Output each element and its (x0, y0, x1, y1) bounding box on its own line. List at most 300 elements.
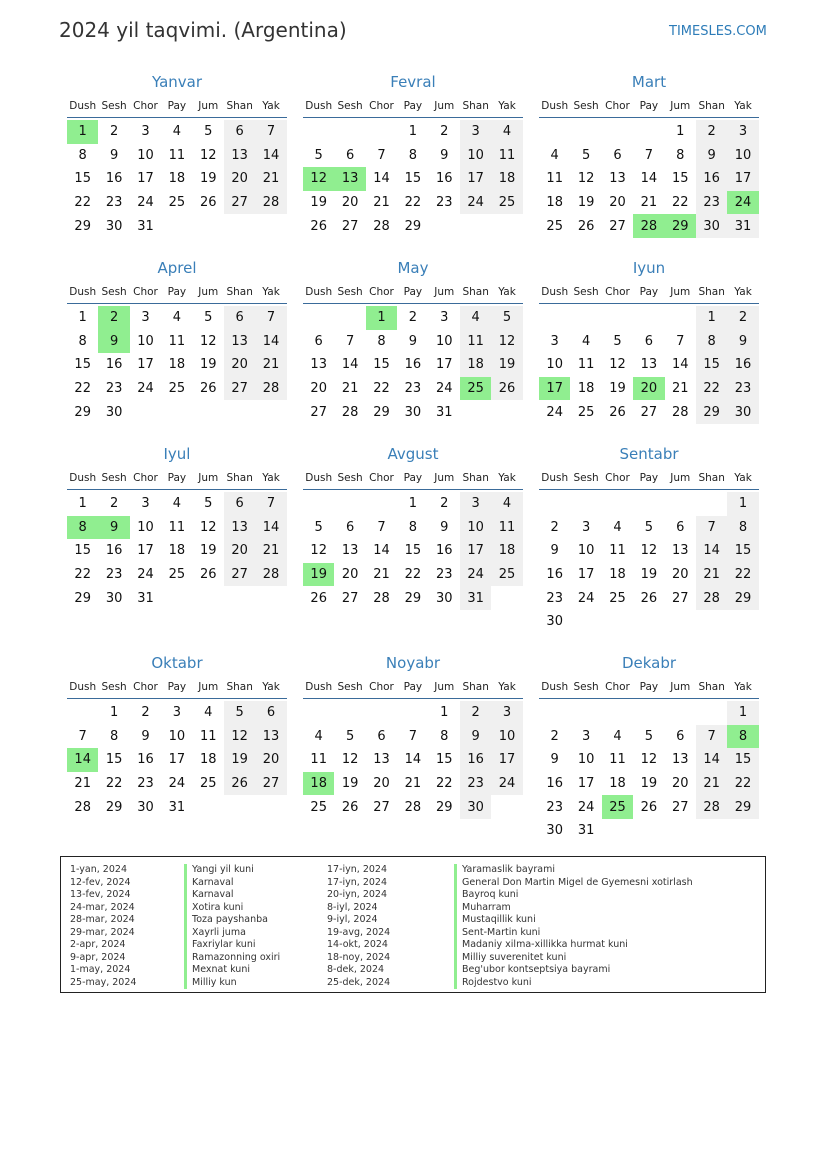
day-cell: 8 (109, 728, 119, 744)
day-cell: 28 (404, 799, 422, 815)
day-cell: 17 (137, 171, 154, 187)
day-cell: 20 (671, 776, 689, 792)
day-cell: 4 (491, 120, 522, 144)
day-cell: 24 (137, 381, 154, 397)
day-cell: 25 (609, 590, 626, 606)
day-cell: 25 (577, 404, 595, 420)
weekday-label: Jum (198, 100, 219, 112)
day-cell: 1 (696, 306, 727, 330)
legend-date: 2-apr, 2024 (70, 939, 126, 950)
legend-holiday-name: Muharram (454, 902, 693, 915)
day-cell: 21 (255, 539, 286, 563)
day-cell: 5 (314, 519, 323, 535)
holiday-cell: 1 (67, 120, 98, 144)
weekday-label: Shan (698, 286, 725, 298)
weekday-label: Sesh (573, 681, 599, 693)
day-cell: 27 (255, 772, 286, 796)
holiday-legend (60, 856, 766, 993)
month-title: Noyabr (385, 654, 441, 672)
day-cell: 14 (696, 539, 727, 563)
day-cell: 7 (255, 120, 286, 144)
month-yanvar (67, 72, 287, 238)
day-cell: 7 (644, 147, 653, 163)
weekday-label: Jum (670, 100, 691, 112)
month-fevral (303, 72, 523, 238)
day-cell: 12 (199, 147, 217, 163)
holiday-cell: 14 (67, 748, 98, 772)
day-cell: 15 (671, 171, 689, 187)
weekday-label: Yak (262, 100, 280, 112)
day-cell: 7 (696, 516, 727, 540)
day-cell: 17 (491, 748, 522, 772)
day-cell: 29 (373, 404, 390, 420)
weekday-header (67, 95, 287, 118)
legend-date: 25-dek, 2024 (327, 976, 391, 988)
day-cell: 14 (255, 330, 286, 354)
weekday-label: Shan (698, 472, 725, 484)
holiday-cell: 9 (98, 516, 129, 540)
day-cell: 1 (408, 496, 417, 512)
day-grid (539, 492, 759, 634)
day-cell: 19 (609, 381, 626, 397)
day-cell: 22 (373, 381, 390, 397)
site-link[interactable]: TIMESLES.COM (669, 24, 767, 39)
day-cell: 25 (310, 799, 327, 815)
day-cell: 17 (577, 776, 595, 792)
legend-holiday-name: Bayroq kuni (454, 889, 693, 902)
day-cell: 30 (137, 799, 154, 815)
day-cell: 14 (255, 144, 286, 168)
day-cell: 3 (491, 701, 522, 725)
day-cell: 27 (640, 404, 658, 420)
day-cell: 30 (105, 590, 123, 606)
day-cell: 21 (640, 195, 658, 211)
day-cell: 7 (78, 728, 87, 744)
day-cell: 17 (168, 752, 186, 768)
day-cell: 26 (224, 772, 255, 796)
weekday-label: Pay (639, 286, 659, 298)
empty-cell (334, 120, 365, 144)
day-cell: 29 (696, 400, 727, 424)
empty-cell (602, 492, 633, 516)
day-cell: 19 (341, 776, 359, 792)
day-cell: 10 (546, 357, 563, 373)
month-avgust (303, 444, 523, 610)
day-cell: 23 (137, 776, 154, 792)
day-cell: 15 (404, 543, 422, 559)
weekday-label: Pay (167, 681, 187, 693)
day-cell: 23 (546, 590, 563, 606)
day-cell: 18 (491, 539, 522, 563)
day-grid (303, 492, 523, 610)
holiday-cell: 18 (303, 772, 334, 796)
weekday-label: Dush (69, 100, 97, 112)
day-cell: 9 (550, 752, 559, 768)
weekday-label: Pay (403, 286, 423, 298)
legend-date: 9-iyl, 2024 (327, 914, 378, 925)
legend-holiday-name: Sent-Martin kuni (454, 927, 693, 940)
day-cell: 20 (310, 381, 327, 397)
day-cell: 27 (224, 563, 255, 587)
month-title: Sentabr (619, 445, 679, 463)
weekday-label: Yak (262, 681, 280, 693)
legend-dates-left (70, 864, 136, 989)
day-cell: 2 (440, 124, 449, 140)
day-cell: 28 (74, 799, 91, 815)
day-cell: 1 (109, 705, 119, 721)
holiday-cell: 25 (602, 795, 633, 819)
day-cell: 11 (199, 728, 217, 744)
weekday-label: Shan (462, 286, 489, 298)
empty-cell (696, 701, 727, 725)
day-cell: 2 (550, 519, 559, 535)
weekday-label: Sesh (101, 286, 127, 298)
day-cell: 14 (255, 516, 286, 540)
weekday-label: Pay (403, 100, 423, 112)
weekday-label: Yak (734, 286, 752, 298)
day-cell: 3 (141, 496, 150, 512)
weekday-label: Chor (133, 100, 158, 112)
day-cell: 21 (696, 772, 727, 796)
day-cell: 27 (341, 218, 359, 234)
day-cell: 9 (141, 728, 150, 744)
day-cell: 22 (74, 195, 91, 211)
weekday-label: Dush (541, 286, 569, 298)
day-cell: 16 (546, 567, 563, 583)
day-cell: 29 (404, 218, 422, 234)
day-cell: 26 (577, 218, 595, 234)
day-cell: 31 (577, 823, 595, 839)
day-cell: 10 (168, 728, 186, 744)
day-cell: 12 (199, 519, 217, 535)
month-dekabr (539, 653, 759, 843)
day-cell: 4 (172, 496, 181, 512)
day-grid (67, 120, 287, 238)
day-cell: 26 (310, 590, 327, 606)
day-cell: 20 (224, 353, 255, 377)
day-cell: 30 (546, 823, 563, 839)
day-cell: 27 (224, 377, 255, 401)
day-cell: 31 (137, 218, 154, 234)
day-cell: 31 (435, 404, 453, 420)
day-cell: 26 (199, 381, 217, 397)
empty-cell (334, 492, 365, 516)
day-cell: 25 (546, 218, 563, 234)
weekday-label: Yak (262, 286, 280, 298)
weekday-label: Sesh (101, 100, 127, 112)
day-cell: 30 (105, 218, 123, 234)
empty-cell (633, 306, 664, 330)
day-cell: 8 (377, 333, 386, 349)
day-cell: 23 (727, 377, 758, 401)
day-cell: 22 (696, 377, 727, 401)
day-cell: 21 (373, 195, 390, 211)
day-cell: 1 (440, 705, 449, 721)
day-cell: 7 (696, 725, 727, 749)
month-title: Aprel (157, 259, 197, 277)
day-cell: 23 (105, 195, 123, 211)
day-cell: 7 (408, 728, 417, 744)
day-cell: 10 (491, 725, 522, 749)
weekday-header (67, 467, 287, 490)
day-cell: 1 (727, 492, 758, 516)
day-cell: 11 (168, 519, 186, 535)
legend-holiday-name: Karnaval (184, 889, 280, 902)
weekday-label: Jum (434, 472, 455, 484)
day-cell: 10 (460, 144, 491, 168)
weekday-label: Yak (498, 100, 516, 112)
weekday-label: Pay (403, 472, 423, 484)
weekday-label: Sesh (101, 681, 127, 693)
day-cell: 18 (546, 195, 563, 211)
legend-date: 19-avg, 2024 (327, 926, 391, 938)
day-cell: 23 (460, 772, 491, 796)
day-cell: 3 (141, 310, 150, 326)
day-cell: 19 (199, 543, 217, 559)
weekday-header (303, 467, 523, 490)
legend-holiday-name: Milliy kun (184, 977, 280, 990)
day-cell: 28 (373, 590, 390, 606)
day-cell: 14 (341, 357, 359, 373)
weekday-header (303, 95, 523, 118)
weekday-header (539, 281, 759, 304)
holiday-cell: 20 (633, 377, 664, 401)
day-cell: 22 (105, 776, 123, 792)
day-cell: 16 (105, 543, 123, 559)
day-cell: 5 (345, 728, 355, 744)
weekday-label: Jum (198, 472, 219, 484)
weekday-label: Yak (262, 472, 280, 484)
day-cell: 12 (341, 752, 359, 768)
empty-cell (633, 120, 664, 144)
day-cell: 30 (727, 400, 758, 424)
month-may (303, 258, 523, 424)
day-cell: 10 (577, 752, 595, 768)
day-cell: 27 (671, 799, 689, 815)
day-cell: 21 (671, 381, 689, 397)
day-cell: 25 (491, 563, 522, 587)
weekday-label: Yak (498, 472, 516, 484)
day-grid (303, 120, 523, 238)
day-cell: 16 (546, 776, 563, 792)
weekday-label: Chor (605, 286, 630, 298)
day-cell: 2 (440, 496, 449, 512)
day-cell: 2 (109, 124, 119, 140)
day-cell: 1 (727, 701, 758, 725)
weekday-label: Shan (226, 286, 253, 298)
day-cell: 10 (137, 333, 154, 349)
day-cell: 23 (404, 381, 422, 397)
day-cell: 9 (727, 330, 758, 354)
day-cell: 18 (168, 543, 186, 559)
legend-dates-right (327, 864, 390, 989)
day-grid (303, 701, 523, 819)
day-cell: 20 (255, 748, 286, 772)
weekday-label: Shan (226, 100, 253, 112)
day-cell: 26 (640, 799, 658, 815)
weekday-label: Dush (69, 681, 97, 693)
day-cell: 24 (137, 195, 154, 211)
day-cell: 14 (373, 543, 390, 559)
empty-cell (539, 120, 570, 144)
day-cell: 12 (577, 171, 595, 187)
day-cell: 26 (609, 404, 626, 420)
day-cell: 4 (172, 310, 181, 326)
day-cell: 31 (137, 590, 154, 606)
day-cell: 24 (460, 191, 491, 215)
legend-date: 1-may, 2024 (70, 964, 131, 975)
day-cell: 30 (696, 214, 727, 238)
day-cell: 14 (671, 357, 689, 373)
empty-cell (570, 306, 601, 330)
weekday-label: Chor (369, 681, 394, 693)
month-title: May (397, 259, 429, 277)
legend-date: 12-fev, 2024 (70, 876, 131, 888)
day-cell: 25 (491, 191, 522, 215)
weekday-label: Sesh (337, 286, 363, 298)
day-cell: 7 (345, 333, 355, 349)
day-cell: 16 (105, 171, 123, 187)
legend-date: 25-may, 2024 (70, 976, 137, 988)
day-cell: 2 (141, 705, 150, 721)
day-cell: 21 (255, 353, 286, 377)
day-cell: 13 (609, 171, 626, 187)
day-cell: 6 (345, 147, 355, 163)
day-cell: 24 (546, 404, 563, 420)
weekday-label: Yak (498, 681, 516, 693)
day-cell: 15 (696, 353, 727, 377)
day-cell: 3 (141, 124, 150, 140)
day-cell: 29 (435, 799, 453, 815)
empty-cell (366, 492, 397, 516)
day-cell: 22 (727, 563, 758, 587)
day-cell: 2 (408, 310, 417, 326)
legend-holiday-name: Mexnat kuni (184, 964, 280, 977)
weekday-header (303, 281, 523, 304)
day-cell: 20 (224, 167, 255, 191)
day-cell: 10 (727, 144, 758, 168)
day-cell: 5 (204, 496, 213, 512)
day-cell: 10 (435, 333, 453, 349)
day-cell: 28 (255, 377, 286, 401)
day-cell: 24 (577, 590, 595, 606)
day-cell: 4 (613, 728, 622, 744)
empty-cell (665, 701, 696, 725)
day-cell: 16 (404, 357, 422, 373)
weekday-label: Pay (403, 681, 423, 693)
weekday-label: Jum (434, 100, 455, 112)
weekday-label: Pay (639, 681, 659, 693)
day-cell: 11 (491, 144, 522, 168)
day-cell: 25 (168, 195, 186, 211)
day-cell: 4 (491, 492, 522, 516)
day-cell: 11 (310, 752, 327, 768)
day-cell: 17 (460, 167, 491, 191)
day-cell: 3 (172, 705, 181, 721)
weekday-label: Sesh (573, 286, 599, 298)
empty-cell (366, 120, 397, 144)
day-cell: 18 (609, 776, 626, 792)
day-cell: 19 (640, 776, 658, 792)
holiday-cell: 29 (665, 214, 696, 238)
day-cell: 12 (609, 357, 626, 373)
day-cell: 20 (609, 195, 626, 211)
day-cell: 9 (460, 725, 491, 749)
day-cell: 26 (341, 799, 359, 815)
empty-cell (633, 492, 664, 516)
day-cell: 24 (168, 776, 186, 792)
weekday-label: Chor (369, 100, 394, 112)
day-cell: 19 (199, 171, 217, 187)
day-grid (539, 120, 759, 238)
day-cell: 15 (74, 357, 91, 373)
weekday-label: Jum (434, 286, 455, 298)
day-cell: 14 (696, 748, 727, 772)
day-cell: 4 (204, 705, 213, 721)
day-cell: 1 (78, 310, 87, 326)
day-cell: 20 (373, 776, 390, 792)
day-cell: 13 (224, 330, 255, 354)
page-title: 2024 yil taqvimi. (Argentina) (59, 18, 347, 42)
day-cell: 28 (696, 795, 727, 819)
day-cell: 24 (491, 772, 522, 796)
day-cell: 16 (105, 357, 123, 373)
day-cell: 11 (168, 147, 186, 163)
day-cell: 16 (435, 171, 453, 187)
day-cell: 6 (377, 728, 386, 744)
weekday-label: Pay (167, 472, 187, 484)
day-cell: 29 (404, 590, 422, 606)
day-cell: 23 (435, 195, 453, 211)
day-cell: 5 (644, 519, 653, 535)
month-sentabr (539, 444, 759, 634)
empty-cell (366, 701, 397, 725)
legend-date: 17-iyn, 2024 (327, 864, 388, 875)
weekday-label: Chor (133, 472, 158, 484)
day-cell: 11 (609, 543, 626, 559)
weekday-label: Sesh (337, 100, 363, 112)
day-cell: 21 (373, 567, 390, 583)
day-cell: 3 (581, 728, 591, 744)
empty-cell (67, 701, 98, 725)
legend-holiday-name: Xotira kuni (184, 902, 280, 915)
month-title: Iyun (632, 259, 666, 277)
day-cell: 6 (644, 333, 653, 349)
weekday-label: Chor (605, 100, 630, 112)
empty-cell (696, 492, 727, 516)
day-cell: 16 (696, 167, 727, 191)
day-cell: 14 (640, 171, 658, 187)
day-cell: 8 (727, 516, 758, 540)
day-cell: 23 (435, 567, 453, 583)
day-cell: 4 (172, 124, 181, 140)
weekday-label: Yak (498, 286, 516, 298)
legend-date: 28-mar, 2024 (70, 914, 135, 925)
weekday-label: Sesh (337, 681, 363, 693)
holiday-cell: 24 (727, 191, 758, 215)
day-cell: 4 (314, 728, 323, 744)
empty-cell (570, 701, 601, 725)
day-cell: 27 (341, 590, 359, 606)
weekday-label: Sesh (573, 100, 599, 112)
weekday-label: Shan (462, 100, 489, 112)
day-cell: 13 (310, 357, 327, 373)
weekday-label: Shan (226, 472, 253, 484)
day-cell: 25 (199, 776, 217, 792)
day-cell: 18 (491, 167, 522, 191)
weekday-label: Chor (369, 472, 394, 484)
day-cell: 31 (168, 799, 186, 815)
